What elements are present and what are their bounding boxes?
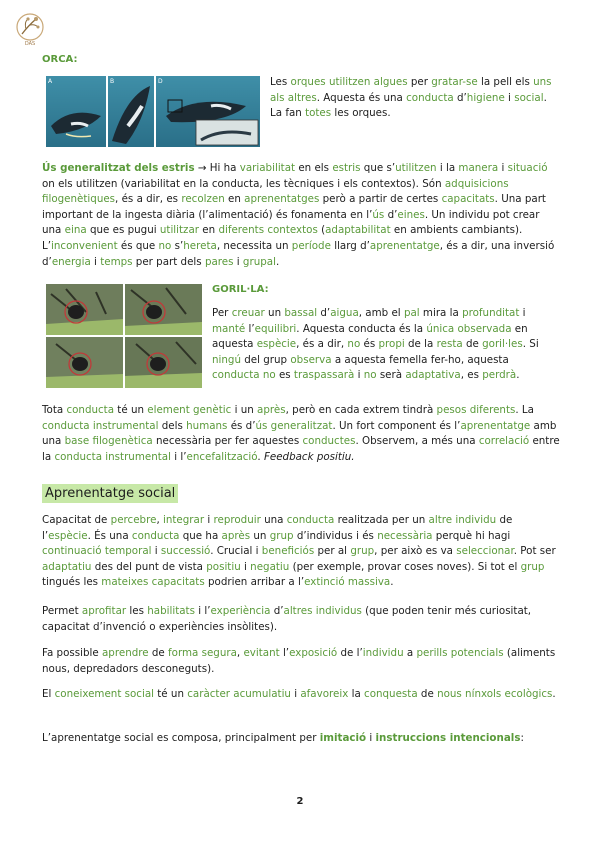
text-run: serà	[376, 369, 406, 382]
text-run: aprenentatge	[369, 239, 440, 252]
text-run: variabilitat	[239, 162, 296, 174]
text-run: eina	[64, 224, 87, 237]
text-run: de	[462, 338, 483, 351]
text-run: mateixes capacitats	[101, 576, 205, 589]
text-run: Fa possible	[42, 647, 102, 659]
text-run: és que	[117, 239, 159, 252]
text-run: per al	[314, 545, 351, 558]
text-run: conducta	[286, 514, 335, 526]
text-run: inconvenient	[51, 239, 118, 252]
text-run: beneficiós	[261, 545, 315, 558]
text-run: .	[257, 450, 264, 463]
text-run: adquisicions filogenètiques	[42, 177, 509, 206]
text-run: mira la	[419, 307, 463, 319]
text-run: s’	[171, 239, 184, 252]
text-run: altre individu	[428, 514, 497, 526]
text-run: → Hi ha	[194, 162, 240, 174]
text-run: de	[148, 647, 169, 659]
logo	[14, 10, 46, 50]
text-run: equilibri	[254, 322, 297, 335]
text-run: utilitzen	[328, 76, 371, 88]
text-run: . Una part important de la ingesta diària (l’alimentació) és fonamenta en l’	[42, 193, 546, 221]
text-run: coneixement social	[54, 688, 154, 700]
text-run: . Un fort component és l’	[332, 419, 461, 432]
text-run: i un	[231, 404, 258, 416]
text-run: aprendre	[102, 647, 149, 659]
text-run: . Aquesta conducta és la	[296, 322, 427, 335]
text-run: traspassarà	[293, 369, 355, 382]
text-run: perdrà	[482, 369, 517, 382]
text-run: . És una	[87, 529, 132, 542]
text-run: no	[363, 369, 377, 382]
text-run: en	[199, 224, 219, 237]
text-run: conducta instrumental	[42, 419, 159, 432]
photo-letter-a: A	[48, 78, 53, 85]
text-run: als altres	[270, 91, 317, 104]
text-run: única observada	[426, 322, 512, 335]
text-run: que es pugui	[86, 224, 160, 237]
text-run: , per això es va	[374, 545, 457, 558]
text-run: un	[264, 307, 285, 319]
text-run: per part dels	[132, 255, 205, 268]
text-run: Tota	[42, 404, 67, 416]
text-run: capacitats	[441, 193, 495, 206]
text-run: propi	[378, 338, 405, 351]
text-run: . Pot ser	[513, 545, 556, 558]
text-run: Capacitat de	[42, 514, 111, 526]
text-run: i l’	[170, 450, 187, 463]
text-run: forma segura	[168, 647, 237, 659]
text-run: . Si	[522, 338, 539, 351]
text-run: en aquesta	[212, 322, 528, 351]
text-run: .	[516, 369, 520, 382]
text-run: ningú	[212, 353, 241, 366]
text-run: té un	[114, 404, 148, 416]
text-run: es	[275, 369, 294, 382]
text-run: .	[390, 576, 394, 589]
text-run: grup	[269, 529, 294, 542]
text-run: les	[126, 605, 148, 617]
text-run: període	[291, 239, 331, 252]
paragraph-3	[42, 646, 562, 677]
text-run: i	[354, 369, 364, 382]
text-run: manera	[458, 162, 499, 174]
text-run: a	[403, 647, 417, 659]
text-run: adaptativa	[405, 369, 461, 382]
tota-paragraph	[42, 403, 560, 465]
text-run: grup	[520, 560, 545, 573]
text-run: reproduir	[213, 514, 261, 526]
text-run: , és a dir,	[296, 338, 348, 351]
text-run: amb una	[42, 419, 557, 448]
text-run: grupal	[242, 255, 276, 268]
text-run: ús	[372, 208, 385, 221]
text-run: percebre	[110, 514, 157, 526]
text-run: la	[348, 688, 365, 700]
text-run: un	[250, 529, 270, 542]
text-run: :	[520, 732, 524, 744]
text-run: i l’	[194, 605, 211, 617]
text-run: (per exemple, provar coses noves). Si tot el	[289, 560, 521, 573]
text-run: habilitats	[147, 605, 195, 617]
paragraph-1	[42, 513, 562, 591]
paragraph-2	[42, 604, 562, 635]
text-run: .	[552, 688, 556, 700]
text-run: i	[90, 255, 101, 268]
text-run: . Aquesta és una	[316, 91, 407, 104]
text-run: temps	[100, 255, 133, 268]
text-run: manté	[212, 322, 246, 335]
section-heading: Aprenentatge social	[42, 484, 178, 503]
text-run: experiència	[210, 605, 271, 617]
text-run: pesos diferents	[436, 404, 516, 416]
text-run: . Un individu pot crear una	[42, 208, 540, 237]
paragraph-4	[42, 687, 562, 703]
text-run: exposició	[289, 647, 338, 659]
text-run: observa	[290, 353, 332, 366]
text-run: d’	[453, 91, 467, 104]
gorilla-photos	[46, 284, 202, 388]
text-run: conductes	[302, 435, 356, 448]
text-run: ús generalitzat	[255, 419, 333, 432]
text-run: , es	[460, 369, 483, 382]
text-run: gratar-se	[431, 76, 478, 88]
text-run: ,	[236, 647, 244, 659]
paragraph-5	[42, 731, 562, 747]
text-run: conducta	[66, 404, 115, 416]
text-run: (que poden tenir més curiositat, capacitat d’invenció o experiències insòlites).	[42, 605, 532, 633]
text-run: après	[257, 404, 286, 416]
text-run: perquè hi hagi	[432, 529, 511, 542]
text-run: dels	[158, 419, 187, 432]
text-run: i	[204, 514, 214, 526]
text-run: seleccionar	[456, 545, 514, 558]
text-run: pares	[204, 255, 234, 268]
text-run: és d’	[227, 419, 256, 432]
text-run: i	[290, 688, 301, 700]
text-run: afavoreix	[300, 688, 349, 700]
text-run: i	[519, 307, 526, 319]
text-run: necessària per fer aquestes	[152, 435, 303, 448]
text-run: diferents contextos	[218, 224, 318, 237]
text-run: , però en cada extrem tindrà	[285, 404, 437, 416]
text-run: higiene	[466, 91, 505, 104]
text-run: una	[260, 514, 287, 526]
text-run: caràcter acumulatiu	[187, 688, 291, 700]
orca-photos	[46, 76, 260, 147]
text-run: aprenentatge	[460, 419, 531, 432]
text-run: d’	[317, 307, 331, 319]
text-run: en	[224, 193, 245, 206]
text-run: social	[514, 91, 544, 104]
text-run: El	[42, 688, 55, 700]
text-run: conducta instrumental	[54, 450, 171, 463]
text-run: estris	[332, 162, 361, 174]
text-run: positiu	[206, 560, 241, 573]
photo-letter-d: D	[158, 78, 163, 85]
text-run: energia	[51, 255, 91, 268]
text-run: (aliments nous, depredadors desconeguts).	[42, 647, 556, 675]
text-run: integrar	[162, 514, 205, 526]
text-run: des del punt de vista	[91, 560, 207, 573]
text-run: (	[317, 224, 326, 237]
text-run: , necessita un	[216, 239, 292, 252]
text-run: de la	[404, 338, 437, 351]
text-run: eines	[397, 208, 425, 221]
text-run: pal	[403, 307, 420, 319]
text-run: bassal	[284, 307, 318, 319]
text-run: per	[407, 76, 432, 88]
text-run: entre la	[42, 435, 560, 463]
text-run: conducta	[406, 91, 454, 104]
text-run: Permet	[42, 605, 82, 617]
text-run: Per	[212, 307, 232, 319]
text-run: après	[221, 529, 251, 542]
text-run: negatiu	[250, 560, 290, 573]
text-run: de l’	[337, 647, 363, 659]
text-run: totes	[305, 107, 332, 120]
text-run: realitzada per un	[334, 514, 429, 526]
gorila-label: GORIL·LA:	[212, 284, 269, 295]
text-run: . Crucial i	[210, 545, 262, 558]
text-run: té un	[154, 688, 188, 700]
text-run: goril·les	[482, 338, 523, 351]
text-run: algues	[373, 76, 408, 88]
text-run: , amb el	[358, 307, 404, 319]
text-run: perills potencials	[416, 647, 504, 659]
text-run: i	[504, 91, 515, 104]
text-run: de l’	[42, 514, 513, 542]
text-run: i	[151, 545, 161, 558]
text-run: instruccions intencionals	[375, 732, 521, 744]
text-run: base filogenètica	[64, 435, 153, 448]
text-run: encefalització	[186, 450, 258, 463]
text-run: i	[498, 162, 508, 174]
text-run: Ús generalitzat dels estris	[42, 162, 195, 174]
text-run: conquesta	[364, 688, 418, 700]
text-run: i	[366, 732, 376, 744]
text-run: d’	[270, 605, 284, 617]
text-run: conducta	[131, 529, 180, 542]
text-run: i	[240, 560, 251, 573]
text-run: podrien arribar a l’	[204, 576, 305, 589]
text-run: aigua	[330, 307, 359, 319]
estris-paragraph	[42, 161, 560, 270]
text-run: l’	[245, 322, 255, 335]
text-run: individu	[362, 647, 404, 659]
text-run: i la	[436, 162, 459, 174]
orca-paragraph	[270, 75, 562, 122]
logo-text: DAS	[24, 41, 36, 47]
text-run: , és a dir, una inversió d’	[42, 239, 555, 268]
text-run: llarg d’	[330, 239, 370, 252]
text-run: imitació	[319, 732, 367, 744]
text-run: altres individus	[283, 605, 362, 617]
text-run: uns	[533, 76, 552, 88]
text-run: en ambients cambiants). L’	[42, 224, 523, 252]
text-run: creuar	[231, 307, 265, 319]
gorila-paragraph	[212, 306, 558, 384]
text-run: ,	[156, 514, 163, 526]
text-run: l’	[279, 647, 290, 659]
text-run: conducta no	[212, 369, 276, 382]
text-run: és	[360, 338, 379, 351]
text-run: d’	[384, 208, 398, 221]
text-run: L’aprenentatge social es composa, principalment per	[42, 732, 320, 744]
text-run: nous nínxols ecològics	[437, 688, 553, 700]
orca-label: ORCA:	[42, 54, 78, 65]
text-run: on els utilitzen (variabilitat en la conducta, les tècniques i els contextos). Són	[42, 177, 445, 190]
text-run: situació	[507, 162, 548, 174]
text-run: .	[275, 255, 280, 268]
text-run: Feedback positiu.	[263, 450, 355, 463]
text-run: i	[233, 255, 243, 268]
text-run: no	[158, 239, 172, 252]
text-run: adaptatiu	[42, 560, 92, 573]
text-run: de	[417, 688, 438, 700]
text-run: a aquesta femella fer-ho, aquesta	[331, 353, 509, 366]
text-run: que ha	[179, 529, 222, 542]
text-run: d’individus i és	[293, 529, 378, 542]
text-run: adaptabilitat	[325, 224, 391, 237]
text-run: espècie	[48, 529, 88, 542]
text-run: resta	[436, 338, 463, 351]
text-run: successió	[160, 545, 211, 558]
text-run: tingués les	[42, 576, 102, 589]
text-run: les orques.	[331, 107, 391, 120]
text-run: del grup	[240, 353, 291, 366]
text-run: . La	[515, 404, 534, 416]
photo-letter-b: B	[110, 78, 115, 85]
text-run: correlació	[478, 435, 530, 448]
text-run: que s’	[360, 162, 396, 174]
text-run: aprofitar	[81, 605, 127, 617]
text-run: grup	[350, 545, 375, 558]
text-run: humans	[186, 419, 228, 432]
text-run: però a partir de certes	[319, 193, 442, 206]
text-run: . Observem, a més una	[355, 435, 479, 448]
text-run: continuació temporal	[42, 545, 152, 558]
text-run: hereta	[183, 239, 217, 252]
text-run: en els	[295, 162, 333, 174]
page-number: 2	[296, 796, 304, 807]
text-run: element genètic	[147, 404, 232, 416]
text-run: aprenentatges	[244, 193, 320, 206]
text-run: necessària	[377, 529, 433, 542]
text-run: evitant	[243, 647, 280, 659]
text-run: la pell els	[477, 76, 534, 88]
text-run: espècie	[256, 338, 297, 351]
text-run: , és a dir, es	[115, 193, 182, 206]
text-run: . La fan	[270, 91, 547, 120]
text-run: orques	[290, 76, 326, 88]
text-run: recolzen	[181, 193, 225, 206]
text-run: Les	[270, 76, 291, 88]
text-run: no	[347, 338, 361, 351]
text-run: profunditat	[462, 307, 520, 319]
text-run: extinció massiva	[304, 576, 391, 589]
text-run: utilitzar	[159, 224, 200, 237]
text-run: utilitzen	[395, 162, 437, 174]
